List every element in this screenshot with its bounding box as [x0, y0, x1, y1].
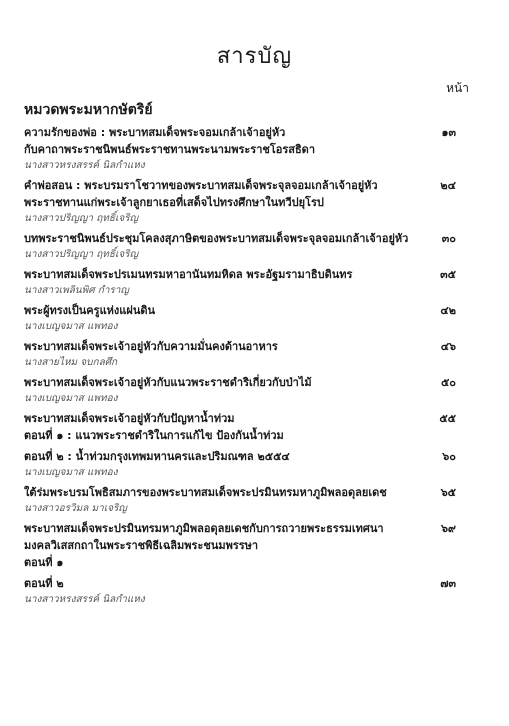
toc-entry-title-line: ตอนที่ ๑ — [24, 556, 64, 569]
toc-entry-title-line: ความรักของพ่อ : พระบาทสมเด็จพระจอมเกล้าเจ้าอยู่หัว — [24, 126, 286, 139]
toc-entry-title-line: พระผู้ทรงเป็นครูแห่งแผ่นดิน — [24, 304, 156, 317]
toc-entry[interactable] — [24, 124, 456, 173]
toc-entry-title-line: บทพระราชนิพนธ์ประชุมโคลงสุภาษิตของพระบาทสมเด็จพระจุลจอมเกล้าเจ้าอยู่หัว — [24, 232, 409, 245]
toc-entry[interactable] — [24, 302, 456, 334]
toc-entry-page-number: ๕๕ — [439, 412, 456, 425]
toc-entry-author: นางสาวอรวิมล มาเจริญ — [24, 503, 127, 514]
toc-entry-title-line: ใต้ร่มพระบรมโพธิสมภารของพระบาทสมเด็จพระปรมินทรมหาภูมิพลอดุลยเดช — [24, 486, 387, 499]
toc-entry-page-number: ๒๔ — [440, 179, 456, 192]
toc-entry-title-line: พระบาทสมเด็จพระเจ้าอยู่หัวกับความมั่นคงด้านอาหาร — [24, 340, 278, 353]
toc-entry-page-number: ๕๐ — [440, 376, 456, 389]
toc-entry-page-number: ๑๓ — [441, 126, 456, 139]
toc-entry-page-number: ๓๕ — [440, 268, 456, 281]
toc-entry-title-line: พระราชทานแก่พระเจ้าลูกยาเธอที่เสด็จไปทรงศึกษาในทวีปยุโรป — [24, 196, 324, 209]
toc-entry[interactable] — [24, 575, 456, 607]
toc-entry[interactable] — [24, 410, 456, 444]
toc-entry[interactable] — [24, 230, 456, 262]
toc-entry-author: นางสาวเพลินพิศ กำราญ — [24, 285, 129, 296]
page-title: สารบัญ — [216, 44, 293, 69]
toc-entry-title-line: พระบาทสมเด็จพระปรเมนทรมหาอานันทมหิดล พระอัฐมรามาธิบดินทร — [24, 268, 353, 281]
toc-entry-author: นางสาวปริญญา ฤทธิ์เจริญ — [24, 249, 139, 260]
toc-entry[interactable] — [24, 177, 456, 226]
toc-entry-author: นางเบญจมาส แพทอง — [24, 393, 118, 404]
toc-entry-page-number: ๔๒ — [440, 304, 456, 317]
toc-list — [24, 124, 456, 611]
toc-entry-title-line: มงคลวิเสสกถาในพระราชพิธีเฉลิมพระชนมพรรษา — [24, 539, 259, 552]
toc-entry-title-line: ตอนที่ ๒ — [24, 577, 64, 590]
toc-entry[interactable] — [24, 520, 456, 571]
toc-entry-page-number: ๖๙ — [440, 522, 456, 535]
toc-entry-author: นางสายไหม จบกลศึก — [24, 357, 118, 368]
toc-entry-author: นางเบญจมาส แพทอง — [24, 321, 118, 332]
section-heading: หมวดพระมหากษัตริย์ — [24, 102, 153, 118]
toc-entry-author: นางสาวหรงสรรค์ นิลกำแหง — [24, 160, 145, 171]
toc-entry-author: นางเบญจมาส แพทอง — [24, 467, 118, 478]
toc-entry-page-number: ๖๕ — [440, 486, 456, 499]
toc-entry[interactable] — [24, 338, 456, 370]
toc-entry-author: นางสาวหรงสรรค์ นิลกำแหง — [24, 594, 145, 605]
page-column-label: หน้า — [446, 81, 469, 95]
toc-entry-title-line: ตอนที่ ๒ : น้ำท่วมกรุงเทพมหานครและปริมณฑล ๒๕๕๔ — [24, 450, 290, 463]
toc-entry[interactable] — [24, 448, 456, 480]
toc-entry-title-line: พระบาทสมเด็จพระปรมินทรมหาภูมิพลอดุลยเดชกับการถวายพระธรรมเทศนา — [24, 522, 384, 535]
toc-entry[interactable] — [24, 266, 456, 298]
toc-entry-title-line: คำพ่อสอน : พระบรมราโชวาทของพระบาทสมเด็จพระจุลจอมเกล้าเจ้าอยู่หัว — [24, 179, 378, 192]
toc-entry-title-line: พระบาทสมเด็จพระเจ้าอยู่หัวกับปัญหาน้ำท่วม — [24, 412, 235, 425]
toc-entry[interactable] — [24, 374, 456, 406]
toc-entry-page-number: ๔๖ — [440, 340, 456, 353]
toc-entry[interactable] — [24, 484, 456, 516]
toc-entry-page-number: ๓๐ — [441, 232, 456, 245]
toc-entry-title-line: ตอนที่ ๑ : แนวพระราชดำริในการแก้ไข ป้องกันน้ำท่วม — [24, 429, 284, 442]
toc-entry-title-line: พระบาทสมเด็จพระเจ้าอยู่หัวกับแนวพระราชดำริเกี่ยวกับป่าไม้ — [24, 376, 312, 389]
toc-entry-page-number: ๗๓ — [440, 577, 456, 590]
toc-entry-author: นางสาวปริญญา ฤทธิ์เจริญ — [24, 213, 139, 224]
toc-entry-page-number: ๖๐ — [442, 450, 456, 463]
toc-entry-title-line: กับคาถาพระราชนิพนธ์พระราชทานพระนามพระราชโอรสธิดา — [24, 143, 316, 156]
